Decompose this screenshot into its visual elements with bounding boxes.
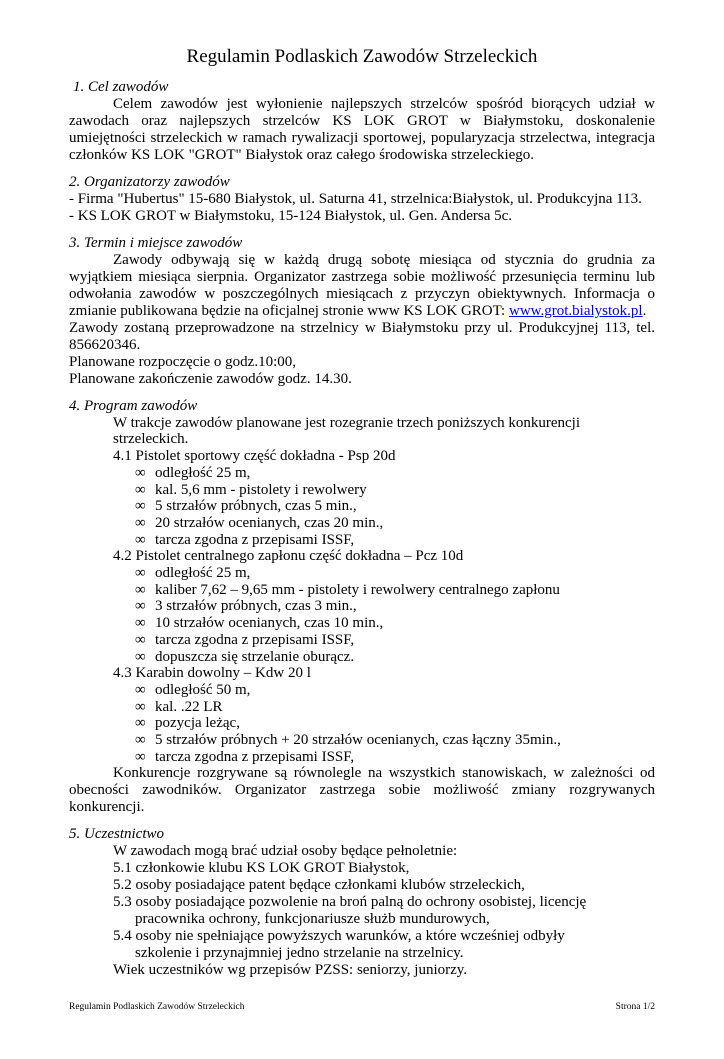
section-heading: 2. Organizatorzy zawodów xyxy=(69,174,230,190)
section-date-place xyxy=(69,235,655,388)
participation-intro: W zawodach mogą brać udział osoby będące pełnoletnie: xyxy=(113,842,458,859)
infinity-bullet-icon: ∞ xyxy=(135,481,146,498)
infinity-bullet-icon: ∞ xyxy=(135,648,146,665)
competition-rule xyxy=(69,565,655,582)
competition-rule xyxy=(69,699,655,716)
competition-rule xyxy=(69,682,655,699)
infinity-bullet-icon: ∞ xyxy=(135,498,146,515)
participation-item: 5.1 członkowie klubu KS LOK GROT Białystok, xyxy=(113,859,410,876)
competition-rule xyxy=(69,598,655,615)
competition-rule xyxy=(69,582,655,599)
competition-list xyxy=(69,448,655,765)
rule-text: odległość 50 m, xyxy=(155,681,251,698)
document-title: Regulamin Podlaskich Zawodów Strzeleckich xyxy=(186,46,538,67)
footer-title: Regulamin Podlaskich Zawodów Strzeleckich xyxy=(69,1001,245,1012)
competition-rule xyxy=(69,732,655,749)
rule-text: dopuszcza się strzelanie oburącz. xyxy=(155,648,355,665)
paragraph-text: Zawody odbywają się w każdą drugą sobotę miesiąca od stycznia do grudnia za wyjątkiem miesiąca sierpnia. Organizator zastrzega sobie możliwość przesunięcia terminu lub odwołania zawodów w poszczególnych miesiącach z przyczyn obiektywnych. Informacja o zmianie publikowana będzie na oficjalnej stronie www KS LOK GROT: xyxy=(69,252,655,319)
rule-text: tarcza zgodna z przepisami ISSF, xyxy=(155,631,355,648)
rule-text: kal. .22 LR xyxy=(155,698,223,715)
paragraph xyxy=(69,252,655,320)
section-goal xyxy=(69,79,655,164)
section-heading: 1. Cel zawodów xyxy=(73,79,169,95)
page-number: Strona 1/2 xyxy=(615,1001,655,1012)
competition-rule xyxy=(69,749,655,766)
page-footer xyxy=(69,989,655,1013)
punctuation: . xyxy=(642,303,647,319)
start-time: Planowane rozpoczęcie o godz.10:00, xyxy=(69,354,296,370)
section-participation xyxy=(69,826,655,979)
participation-item: 5.2 osoby posiadające patent będące członkami klubów strzeleckich, xyxy=(113,876,525,893)
infinity-bullet-icon: ∞ xyxy=(135,565,146,582)
paragraph: Celem zawodów jest wyłonienie najlepszych strzelców spośród biorących udział w zawodach oraz najlepszych strzelców KS LOK GROT w Białymstoku, doskonalenie umiejętności strzeleckich w ramach rywalizacji sportowej, popularyzacja strzelectwa, integracja członków KS LOK "GROT" Białystok oraz całego środowiska strzeleckiego. xyxy=(69,96,655,163)
competition-rule xyxy=(69,465,655,482)
website-link[interactable]: www.grot.bialystok.pl xyxy=(508,303,643,319)
infinity-bullet-icon: ∞ xyxy=(135,732,146,749)
participation-item: 5.4 osoby nie spełniające powyższych warunków, a które wcześniej odbyły szkolenie i przynajmniej jedno strzelanie na strzelnicy. xyxy=(113,927,565,961)
participation-item: 5.3 osoby posiadające pozwolenie na broń palną do ochrony osobistej, licencję pracownika ochrony, funkcjonariusze służb mundurowych, xyxy=(113,893,587,927)
infinity-bullet-icon: ∞ xyxy=(135,598,146,615)
rule-text: tarcza zgodna z przepisami ISSF, xyxy=(155,748,355,765)
competition-rule xyxy=(69,649,655,666)
rule-text: 20 strzałów ocenianych, czas 20 min., xyxy=(155,514,384,531)
rule-text: kal. 5,6 mm - pistolety i rewolwery xyxy=(155,481,367,498)
section-organizers xyxy=(69,174,655,225)
competition-title: 4.3 Karabin dowolny – Kdw 20 l xyxy=(113,665,311,682)
competition-rule xyxy=(69,632,655,649)
rule-text: odległość 25 m, xyxy=(155,565,251,582)
place-text: Zawody zostaną przeprowadzone na strzelnicy w Białymstoku przy ul. Produkcyjnej 113, tel. 856620346. xyxy=(69,320,655,353)
organizer-line: - Firma "Hubertus" 15-680 Białystok, ul. Saturna 41, strzelnica:Białystok, ul. Produkcyjna 113. xyxy=(69,191,642,207)
program-outro: Konkurencje rozgrywane są równolegle na wszystkich stanowiskach, w zależności od obecności zawodników. Organizator zastrzega sobie możliwość zmiany rozgrywanych konkurencji. xyxy=(69,765,655,815)
section-heading: 5. Uczestnictwo xyxy=(69,825,164,842)
competition-rule xyxy=(69,715,655,732)
infinity-bullet-icon: ∞ xyxy=(135,581,146,598)
program-intro: W trakcje zawodów planowane jest rozegranie trzech poniższych konkurencji strzeleckich. xyxy=(113,414,581,448)
section-heading: 3. Termin i miejsce zawodów xyxy=(69,235,243,251)
competition-rule xyxy=(69,615,655,632)
infinity-bullet-icon: ∞ xyxy=(135,715,146,732)
rule-text: 10 strzałów ocenianych, czas 10 min., xyxy=(155,615,384,632)
rule-text: 5 strzałów próbnych, czas 5 min., xyxy=(155,498,357,515)
competition-title: 4.2 Pistolet centralnego zapłonu część dokładna – Pcz 10d xyxy=(113,548,464,565)
rule-text: tarcza zgodna z przepisami ISSF, xyxy=(155,531,355,548)
competition-rule xyxy=(69,532,655,549)
organizer-line: - KS LOK GROT w Białymstoku, 15-124 Białystok, ul. Gen. Andersa 5c. xyxy=(69,208,513,224)
competition-rule xyxy=(69,515,655,532)
competition-rule xyxy=(69,482,655,499)
infinity-bullet-icon: ∞ xyxy=(135,698,146,715)
section-program xyxy=(69,398,655,816)
rule-text: pozycja leżąc, xyxy=(155,715,240,732)
age-text: Wiek uczestników wg przepisów PZSS: seniorzy, juniorzy. xyxy=(113,961,468,978)
competition-title: 4.1 Pistolet sportowy część dokładna - Psp 20d xyxy=(113,448,396,465)
infinity-bullet-icon: ∞ xyxy=(135,681,146,698)
infinity-bullet-icon: ∞ xyxy=(135,514,146,531)
rule-text: odległość 25 m, xyxy=(155,464,251,481)
end-time: Planowane zakończenie zawodów godz. 14.30. xyxy=(69,371,352,387)
infinity-bullet-icon: ∞ xyxy=(135,464,146,481)
infinity-bullet-icon: ∞ xyxy=(135,531,146,548)
rule-text: kaliber 7,62 – 9,65 mm - pistolety i rewolwery centralnego zapłonu xyxy=(155,581,560,598)
infinity-bullet-icon: ∞ xyxy=(135,748,146,765)
section-heading: 4. Program zawodów xyxy=(69,398,198,414)
rule-text: 3 strzałów próbnych, czas 3 min., xyxy=(155,598,357,615)
competition-rule xyxy=(69,498,655,515)
infinity-bullet-icon: ∞ xyxy=(135,615,146,632)
infinity-bullet-icon: ∞ xyxy=(135,631,146,648)
rule-text: 5 strzałów próbnych + 20 strzałów ocenianych, czas łączny 35min., xyxy=(155,732,561,749)
